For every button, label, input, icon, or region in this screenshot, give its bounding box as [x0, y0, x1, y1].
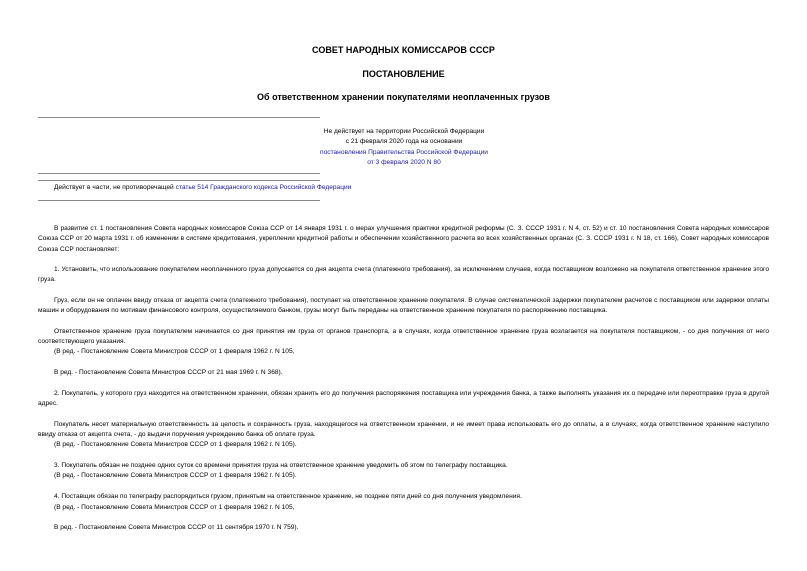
clause-4: 4. Поставщик обязан по телеграфу распорядиться грузом, принятым на ответственное хранение, не позднее пяти дней со дня получения уведомления.: [54, 493, 522, 500]
status-notice: [250, 127, 558, 168]
partial-prefix: Действует в части, не противоречащей: [54, 184, 176, 191]
preamble-paragraph: В развитие ст. 1 постановления Совета народных комиссаров Союза ССР от 14 января 1931 г. о мерах улучшения практики кредитной реформы (С. З. СССР 1931 г. N 4, ст. 52) и ст. 10 постановления Совета народных комиссаров Союза ССР от 20 марта 1931 г. об изменении в системе кредитования, укреплении кредитной работы и обеспечении хозяйственного расчета во всех хозяйственных органах (С. З. СССР 1931 г. N 18, ст. 166), Совет народных комиссаров Союза ССР постановляет:: [38, 225, 769, 253]
amendment-note: В ред. - Постановление Совета Министров СССР от 11 сентября 1970 г. N 759).: [54, 524, 299, 531]
divider: [38, 200, 320, 201]
clause-1-paragraph-2: Груз, если он не оплачен ввиду отказа от акцепта счета (платежного требования), поступает на ответственное хранение покупателя. В случае систематической задержки покупателем расчетов с поставщиком или задержки оплаты машин и оборудования по мотивам финансового контроля, осуществляемого банком, грузы могут быть переданы на ответственное хранение покупателя по распоряжению поставщика.: [38, 297, 769, 315]
clause-2: 2. Покупатель, у которого груз находится на ответственном хранении, обязан хранить его до получения распоряжения поставщика или учреждения банка, а также выполнять указания их о передаче или переотправке груза в другой адрес.: [38, 390, 769, 408]
clause-1: 1. Установить, что использование покупателем неоплаченного груза допускается со дня акцепта счета (платежного требования), за исключением случаев, когда поставщиком возложено на покупателя ответственное хранение этого груза.: [38, 266, 769, 284]
document-type: ПОСТАНОВЛЕНИЕ: [362, 69, 445, 79]
partial-link[interactable]: статье 514 Гражданского кодекса Российской Федерации: [175, 184, 352, 191]
notice-link[interactable]: постановления Правительства Российской Федерации: [320, 148, 488, 156]
notice-link[interactable]: от 3 февраля 2020 N 80: [367, 158, 441, 166]
clause-3: 3. Покупатель обязан не позднее одних суток со времени принятия груза на ответственное хранение уведомить об этом по телеграфу поставщика.: [54, 462, 508, 469]
amendment-note: (В ред. - Постановление Совета Министров СССР от 1 февраля 1962 г. N 105,: [54, 348, 295, 355]
amendment-note: (В ред. - Постановление Совета Министров СССР от 1 февраля 1962 г. N 105).: [54, 441, 297, 448]
divider: [38, 173, 320, 174]
amendment-note: (В ред. - Постановление Совета Министров СССР от 1 февраля 1962 г. N 105).: [54, 472, 297, 479]
divider: [38, 180, 320, 181]
partial-validity-note: [54, 183, 351, 193]
notice-line: с 21 февраля 2020 года на основании: [345, 138, 463, 146]
clause-2-paragraph-2: Покупатель несет материальную ответственность за целость и сохранность груза, находящегося на ответственном хранении, и не имеет права использовать его до оплаты, а в случаях, когда ответственное хранение наступило ввиду отказа от акцепта счета, - до выдачи поручения учреждению банка об оплате груза.: [38, 421, 769, 439]
document-org: СОВЕТ НАРОДНЫХ КОМИССАРОВ СССР: [312, 45, 495, 55]
notice-line: Не действует на территории Российской Федерации: [323, 128, 485, 135]
amendment-note: (В ред. - Постановление Совета Министров СССР от 1 февраля 1962 г. N 105,: [54, 504, 295, 511]
document-title: Об ответственном хранении покупателями неоплаченных грузов: [257, 92, 550, 102]
divider: [38, 117, 320, 118]
clause-1-paragraph-3: Ответственное хранение груза покупателем начинается со дня принятия им груза от органов транспорта, а в случаях, когда ответственное хранение груза возлагается на покупателя поставщиком, - со дня получения от него соответствующего указания.: [38, 328, 769, 346]
amendment-note: В ред. - Постановление Совета Министров СССР от 21 мая 1969 г. N 368).: [54, 369, 283, 376]
